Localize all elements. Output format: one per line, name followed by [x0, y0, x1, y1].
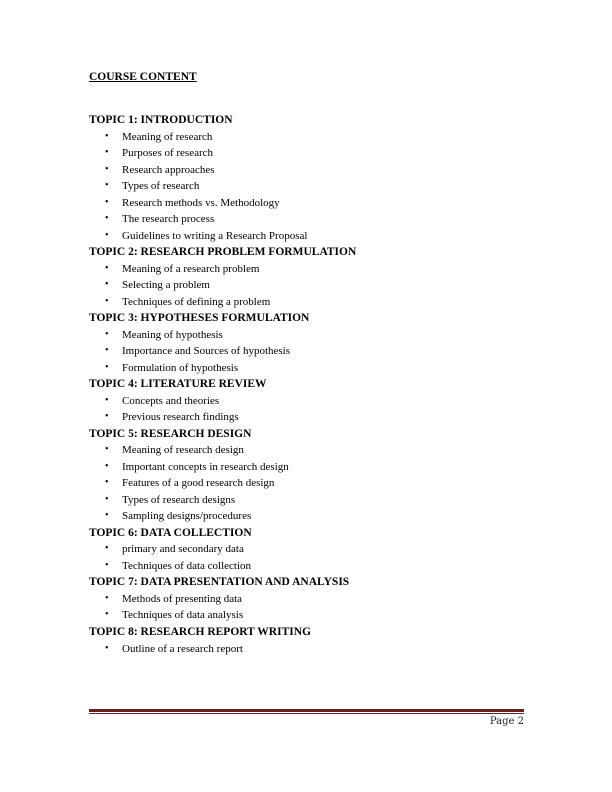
list-item	[89, 607, 549, 624]
bullet-icon: •	[105, 180, 109, 192]
bullet-icon: •	[105, 394, 109, 406]
list-item-text: Types of research designs	[122, 493, 236, 506]
list-item	[89, 228, 549, 245]
list-item	[89, 178, 549, 195]
bullet-icon: •	[105, 130, 109, 142]
list-item	[89, 195, 549, 212]
list-item-text: Selecting a problem	[122, 279, 210, 292]
list-item-text: Meaning of research	[122, 130, 213, 143]
list-item-text: Concepts and theories	[122, 394, 220, 407]
bullet-icon: •	[105, 328, 109, 340]
bullet-icon: •	[105, 543, 109, 555]
list-item	[89, 442, 549, 459]
list-item	[89, 492, 549, 509]
bullet-icon: •	[105, 345, 109, 357]
list-item-text: Techniques of defining a problem	[122, 295, 271, 308]
course-content-heading: COURSE CONTENT	[89, 71, 197, 83]
bullet-icon: •	[105, 361, 109, 373]
list-item-text: Techniques of data analysis	[122, 609, 244, 622]
bullet-icon: •	[105, 477, 109, 489]
list-item	[89, 277, 549, 294]
bullet-icon: •	[105, 163, 109, 175]
footer-rule-thin	[89, 713, 524, 714]
list-item-text: Meaning of research design	[122, 444, 244, 457]
list-item	[89, 508, 549, 525]
list-item	[89, 459, 549, 476]
list-item-text: Sampling designs/procedures	[122, 510, 252, 523]
footer-rule-thick	[89, 709, 524, 712]
bullet-icon: •	[105, 493, 109, 505]
list-item	[89, 261, 549, 278]
topic-title: TOPIC 8: RESEARCH REPORT WRITING	[89, 625, 311, 638]
list-item-text: The research process	[122, 213, 215, 226]
topic-title: TOPIC 4: LITERATURE REVIEW	[89, 378, 267, 391]
list-item-text: Important concepts in research design	[122, 460, 289, 473]
list-item	[89, 591, 549, 608]
list-item-text: Formulation of hypothesis	[122, 361, 239, 374]
list-item	[89, 162, 549, 179]
bullet-icon: •	[105, 279, 109, 291]
list-item	[89, 541, 549, 558]
list-item	[89, 343, 549, 360]
list-item	[89, 294, 549, 311]
list-item-text: Techniques of data collection	[122, 559, 252, 572]
list-item-text: Research approaches	[122, 163, 215, 176]
list-item-text: Research methods vs. Methodology	[122, 196, 280, 209]
bullet-icon: •	[105, 229, 109, 241]
list-item-text: Purposes of research	[122, 147, 214, 160]
bullet-icon: •	[105, 213, 109, 225]
list-item-text: Previous research findings	[122, 411, 239, 424]
bullet-icon: •	[105, 196, 109, 208]
bullet-icon: •	[105, 510, 109, 522]
list-item-text: Meaning of a research problem	[122, 262, 260, 275]
list-item	[89, 558, 549, 575]
list-item	[89, 360, 549, 377]
list-item	[89, 145, 549, 162]
bullet-icon: •	[105, 444, 109, 456]
list-item	[89, 129, 549, 146]
list-item-text: primary and secondary data	[122, 543, 244, 556]
bullet-icon: •	[105, 147, 109, 159]
list-item	[89, 211, 549, 228]
bullet-icon: •	[105, 559, 109, 571]
topic-title: TOPIC 1: INTRODUCTION	[89, 114, 233, 126]
bullet-icon: •	[105, 460, 109, 472]
topic-list	[89, 112, 549, 657]
bullet-icon: •	[105, 295, 109, 307]
list-item	[89, 393, 549, 410]
list-item-text: Meaning of hypothesis	[122, 328, 223, 341]
topic-title: TOPIC 3: HYPOTHESES FORMULATION	[89, 312, 310, 325]
list-item	[89, 327, 549, 344]
bullet-icon: •	[105, 642, 109, 654]
list-item	[89, 641, 549, 658]
topic-title: TOPIC 2: RESEARCH PROBLEM FORMULATION	[89, 246, 357, 259]
list-item	[89, 475, 549, 492]
bullet-icon: •	[105, 411, 109, 423]
list-item-text: Types of research	[122, 180, 200, 193]
bullet-icon: •	[105, 609, 109, 621]
list-item-text: Outline of a research report	[122, 642, 243, 655]
topic-title: TOPIC 5: RESEARCH DESIGN	[89, 427, 252, 440]
list-item-text: Importance and Sources of hypothesis	[122, 345, 291, 358]
topic-title: TOPIC 6: DATA COLLECTION	[89, 526, 252, 539]
list-item-text: Features of a good research design	[122, 477, 275, 490]
topic-title: TOPIC 7: DATA PRESENTATION AND ANALYSIS	[89, 576, 350, 589]
bullet-icon: •	[105, 592, 109, 604]
page-number: Page 2	[489, 716, 524, 727]
list-item-text: Methods of presenting data	[122, 592, 243, 605]
bullet-icon: •	[105, 262, 109, 274]
list-item	[89, 409, 549, 426]
list-item-text: Guidelines to writing a Research Proposal	[122, 229, 308, 242]
